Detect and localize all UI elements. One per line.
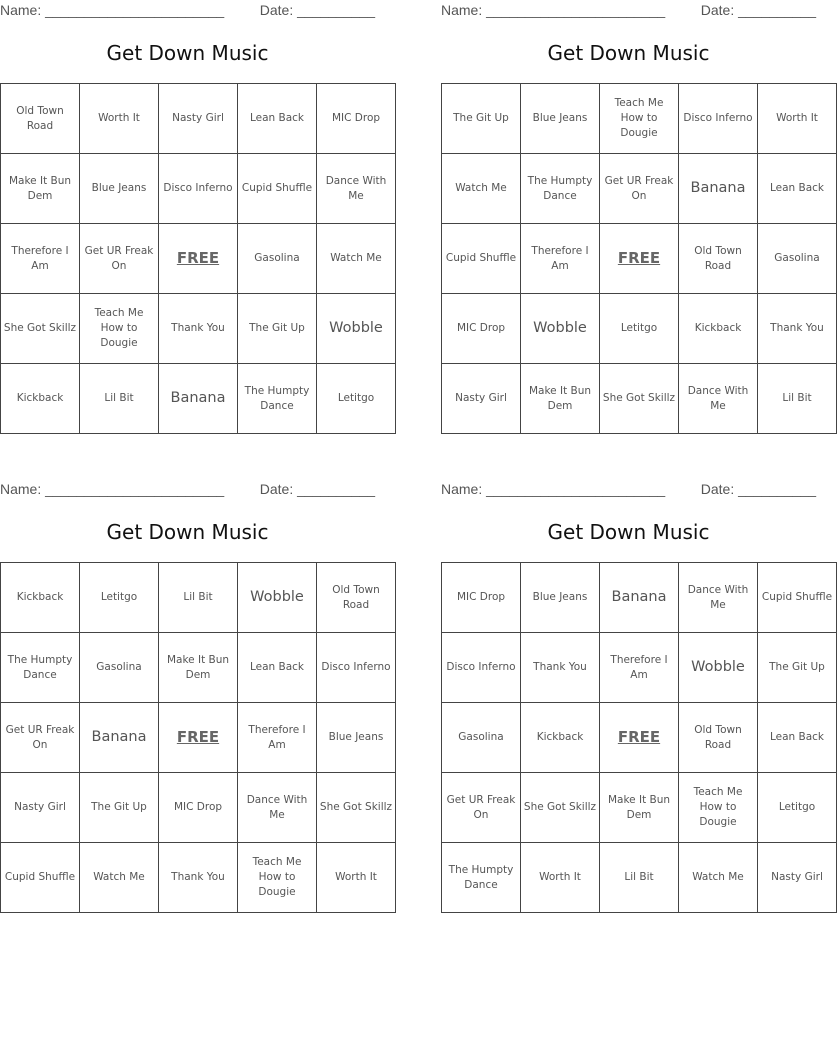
- date-label: Date:: [700, 481, 735, 497]
- bingo-row: [1, 633, 396, 703]
- name-line: _______________________: [45, 481, 225, 497]
- bingo-row: [442, 154, 837, 224]
- bingo-cell[interactable]: Therefore I Am: [1, 224, 80, 294]
- bingo-cell[interactable]: Letitgo: [317, 364, 396, 434]
- bingo-cell[interactable]: Wobble: [521, 294, 600, 364]
- bingo-cell[interactable]: Get UR Freak On: [80, 224, 159, 294]
- bingo-grid: [0, 562, 396, 913]
- name-line: _______________________: [486, 2, 666, 18]
- bingo-cell[interactable]: Dance With Me: [679, 364, 758, 434]
- bingo-cell[interactable]: Cupid Shuffle: [238, 154, 317, 224]
- bingo-cell[interactable]: The Humpty Dance: [521, 154, 600, 224]
- date-field[interactable]: [260, 481, 375, 497]
- bingo-cell[interactable]: Letitgo: [758, 773, 837, 843]
- bingo-cell[interactable]: Thank You: [159, 294, 238, 364]
- date-label: Date:: [259, 2, 294, 18]
- bingo-cell[interactable]: Teach Me How to Dougie: [679, 773, 758, 843]
- bingo-cell[interactable]: She Got Skillz: [600, 364, 679, 434]
- bingo-cell[interactable]: Kickback: [679, 294, 758, 364]
- date-line: __________: [738, 481, 816, 497]
- bingo-cell[interactable]: MIC Drop: [159, 773, 238, 843]
- bingo-cell[interactable]: Thank You: [521, 633, 600, 703]
- bingo-cell[interactable]: The Git Up: [238, 294, 317, 364]
- bingo-row: [442, 224, 837, 294]
- bingo-cell[interactable]: Therefore I Am: [238, 703, 317, 773]
- name-label: Name:: [441, 2, 483, 18]
- name-line: _______________________: [486, 481, 666, 497]
- bingo-cell[interactable]: Nasty Girl: [159, 84, 238, 154]
- bingo-cell[interactable]: She Got Skillz: [317, 773, 396, 843]
- date-line: __________: [297, 2, 375, 18]
- bingo-cell[interactable]: Blue Jeans: [521, 563, 600, 633]
- bingo-row: [1, 84, 396, 154]
- bingo-cell[interactable]: Lil Bit: [159, 563, 238, 633]
- name-field[interactable]: [441, 481, 665, 497]
- bingo-row: [1, 773, 396, 843]
- bingo-row: [1, 364, 396, 434]
- bingo-row: [442, 563, 837, 633]
- bingo-cell[interactable]: The Git Up: [442, 84, 521, 154]
- date-field[interactable]: [701, 481, 816, 497]
- bingo-cell[interactable]: Dance With Me: [679, 563, 758, 633]
- date-field[interactable]: [701, 2, 816, 18]
- bingo-cell[interactable]: Nasty Girl: [1, 773, 80, 843]
- free-space[interactable]: FREE: [159, 703, 238, 773]
- date-field[interactable]: [260, 2, 375, 18]
- bingo-cell[interactable]: Old Town Road: [679, 703, 758, 773]
- bingo-cell[interactable]: Teach Me How to Dougie: [80, 294, 159, 364]
- bingo-cell[interactable]: Thank You: [159, 843, 238, 913]
- bingo-cell[interactable]: Gasolina: [80, 633, 159, 703]
- bingo-cell[interactable]: The Git Up: [80, 773, 159, 843]
- bingo-cell[interactable]: Make It Bun Dem: [1, 154, 80, 224]
- bingo-cell[interactable]: Kickback: [1, 563, 80, 633]
- bingo-cell[interactable]: Get UR Freak On: [1, 703, 80, 773]
- bingo-cell[interactable]: Banana: [80, 703, 159, 773]
- bingo-cell[interactable]: Old Town Road: [679, 224, 758, 294]
- bingo-cell[interactable]: Lil Bit: [80, 364, 159, 434]
- bingo-grid: [0, 83, 396, 434]
- card-title: Get Down Music: [106, 41, 269, 65]
- card-title: Get Down Music: [547, 41, 710, 65]
- bingo-cell[interactable]: Worth It: [521, 843, 600, 913]
- bingo-cell[interactable]: Dance With Me: [317, 154, 396, 224]
- name-field[interactable]: [441, 2, 665, 18]
- bingo-cell[interactable]: MIC Drop: [317, 84, 396, 154]
- bingo-row: [1, 154, 396, 224]
- bingo-row: [442, 364, 837, 434]
- bingo-row: [1, 843, 396, 913]
- bingo-cell[interactable]: She Got Skillz: [521, 773, 600, 843]
- bingo-cell[interactable]: Lean Back: [238, 84, 317, 154]
- bingo-cell[interactable]: Watch Me: [442, 154, 521, 224]
- free-space[interactable]: FREE: [600, 703, 679, 773]
- bingo-cell[interactable]: Lean Back: [238, 633, 317, 703]
- bingo-cell[interactable]: Banana: [159, 364, 238, 434]
- name-field[interactable]: [0, 481, 224, 497]
- bingo-cell[interactable]: Nasty Girl: [442, 364, 521, 434]
- bingo-cell[interactable]: Make It Bun Dem: [521, 364, 600, 434]
- bingo-cell[interactable]: Watch Me: [317, 224, 396, 294]
- bingo-row: [442, 703, 837, 773]
- card-header: [441, 0, 816, 22]
- bingo-cell[interactable]: The Git Up: [758, 633, 837, 703]
- bingo-cell[interactable]: Letitgo: [80, 563, 159, 633]
- bingo-cell[interactable]: Wobble: [238, 563, 317, 633]
- bingo-cell[interactable]: Lean Back: [758, 154, 837, 224]
- bingo-cell[interactable]: Get UR Freak On: [442, 773, 521, 843]
- bingo-cell[interactable]: Make It Bun Dem: [600, 773, 679, 843]
- bingo-cell[interactable]: Cupid Shuffle: [442, 224, 521, 294]
- bingo-cell[interactable]: Worth It: [317, 843, 396, 913]
- bingo-cell[interactable]: Nasty Girl: [758, 843, 837, 913]
- bingo-cell[interactable]: Cupid Shuffle: [758, 563, 837, 633]
- bingo-cell[interactable]: Therefore I Am: [600, 633, 679, 703]
- bingo-cell[interactable]: Disco Inferno: [159, 154, 238, 224]
- bingo-cell[interactable]: Blue Jeans: [521, 84, 600, 154]
- bingo-row: [442, 294, 837, 364]
- bingo-row: [442, 773, 837, 843]
- bingo-cell[interactable]: Cupid Shuffle: [1, 843, 80, 913]
- bingo-cell[interactable]: Disco Inferno: [679, 84, 758, 154]
- bingo-cell[interactable]: Dance With Me: [238, 773, 317, 843]
- bingo-grid: [441, 83, 837, 434]
- bingo-cell[interactable]: Worth It: [758, 84, 837, 154]
- card-header: [0, 479, 375, 501]
- bingo-row: [1, 703, 396, 773]
- bingo-cell[interactable]: Lil Bit: [758, 364, 837, 434]
- card-header: [441, 479, 816, 501]
- bingo-row: [1, 563, 396, 633]
- bingo-cell[interactable]: Thank You: [758, 294, 837, 364]
- name-label: Name:: [0, 481, 42, 497]
- bingo-cell[interactable]: Blue Jeans: [80, 154, 159, 224]
- bingo-cell[interactable]: Old Town Road: [317, 563, 396, 633]
- card-title: Get Down Music: [106, 520, 269, 544]
- bingo-cell[interactable]: She Got Skillz: [1, 294, 80, 364]
- bingo-cell[interactable]: Banana: [600, 563, 679, 633]
- bingo-cell[interactable]: Disco Inferno: [317, 633, 396, 703]
- bingo-cell[interactable]: Disco Inferno: [442, 633, 521, 703]
- bingo-cell[interactable]: Therefore I Am: [521, 224, 600, 294]
- bingo-row: [1, 294, 396, 364]
- bingo-cell[interactable]: Lil Bit: [600, 843, 679, 913]
- name-line: _______________________: [45, 2, 225, 18]
- free-space[interactable]: FREE: [600, 224, 679, 294]
- bingo-cell[interactable]: Old Town Road: [1, 84, 80, 154]
- date-line: __________: [738, 2, 816, 18]
- bingo-cell[interactable]: Wobble: [317, 294, 396, 364]
- bingo-cell[interactable]: Teach Me How to Dougie: [238, 843, 317, 913]
- bingo-cell[interactable]: Teach Me How to Dougie: [600, 84, 679, 154]
- bingo-grid: [441, 562, 837, 913]
- bingo-cell[interactable]: Make It Bun Dem: [159, 633, 238, 703]
- bingo-row: [442, 843, 837, 913]
- bingo-cell[interactable]: Letitgo: [600, 294, 679, 364]
- bingo-cell[interactable]: The Humpty Dance: [442, 843, 521, 913]
- name-field[interactable]: [0, 2, 224, 18]
- bingo-cell[interactable]: Wobble: [679, 633, 758, 703]
- bingo-cell[interactable]: MIC Drop: [442, 563, 521, 633]
- bingo-cell[interactable]: MIC Drop: [442, 294, 521, 364]
- bingo-cell[interactable]: The Humpty Dance: [1, 633, 80, 703]
- bingo-cell[interactable]: Blue Jeans: [317, 703, 396, 773]
- bingo-cell[interactable]: The Humpty Dance: [238, 364, 317, 434]
- date-label: Date:: [700, 2, 735, 18]
- free-space[interactable]: FREE: [159, 224, 238, 294]
- bingo-cell[interactable]: Lean Back: [758, 703, 837, 773]
- bingo-cell[interactable]: Get UR Freak On: [600, 154, 679, 224]
- bingo-cell[interactable]: Kickback: [1, 364, 80, 434]
- name-label: Name:: [441, 481, 483, 497]
- card-title: Get Down Music: [547, 520, 710, 544]
- card-header: [0, 0, 375, 22]
- bingo-cell[interactable]: Gasolina: [758, 224, 837, 294]
- bingo-cell[interactable]: Watch Me: [80, 843, 159, 913]
- name-label: Name:: [0, 2, 42, 18]
- bingo-cell[interactable]: Banana: [679, 154, 758, 224]
- bingo-cell[interactable]: Watch Me: [679, 843, 758, 913]
- bingo-row: [442, 633, 837, 703]
- bingo-cell[interactable]: Worth It: [80, 84, 159, 154]
- bingo-cell[interactable]: Gasolina: [238, 224, 317, 294]
- bingo-cell[interactable]: Gasolina: [442, 703, 521, 773]
- date-line: __________: [297, 481, 375, 497]
- date-label: Date:: [259, 481, 294, 497]
- bingo-cell[interactable]: Kickback: [521, 703, 600, 773]
- bingo-row: [442, 84, 837, 154]
- bingo-row: [1, 224, 396, 294]
